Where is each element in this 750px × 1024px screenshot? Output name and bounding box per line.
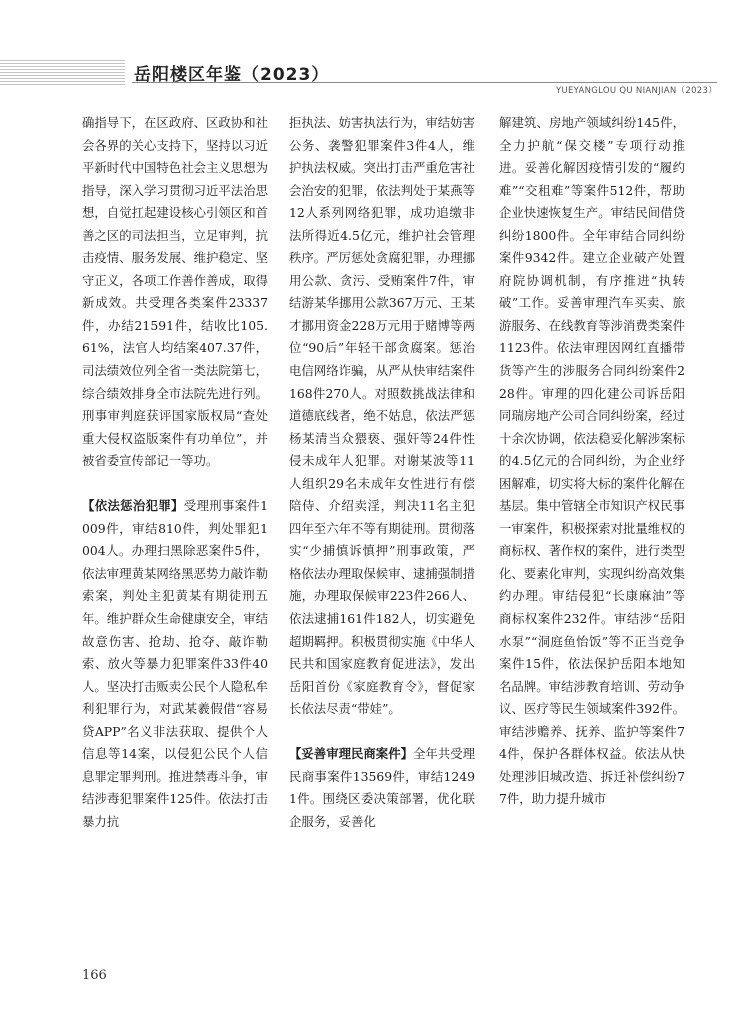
text-column-2: [289, 112, 475, 833]
header-stripes-decoration: [0, 60, 125, 86]
paragraph: 拒执法、妨害执法行为，审结妨害公务、袭警犯罪案件3件4人，维护执法权威。突出打击严重危害社会治安的犯罪，依法判处于某燕等12人系列网络犯罪，成功追缴非法所得近4.5亿元，维护社会管理秩序。严厉惩处贪腐犯罪，办理挪用公款、贪污、受贿案件7件，审结游某华挪用公款367万元、王某才挪用资金228万元用于赌博等两位“90后”年轻干部贪腐案。惩治电信网络诈骗，从严从快审结案件168件270人。对照数挑战法律和道德底线者，绝不姑息，依法严惩杨某清当众猥亵、强奸等24件性侵未成年人犯罪。对谢某波等11人组织29名未成年女性进行有偿陪侍、介绍卖淫，判决11名主犯四年至六年不等有期徒刑。贯彻落实“少捕慎诉慎押”刑事政策，严格依法办理取保候审、逮捕强制措施，办理取保候审223件266人、依法逮捕161件182人，切实避免超期羁押。积极贯彻实施《中华人民共和国家庭教育促进法》，发出岳阳首份《家庭教育令》，督促家长依法尽责“带娃”。: [289, 115, 475, 717]
paragraph: 确指导下，在区政府、区政协和社会各界的关心支持下，坚持以习近平新时代中国特色社会主义思想为指导，深入学习贯彻习近平法治思想，自觉扛起建设核心引领区和首善之区的司法担当，立足审判，抗击疫情、服务发展、维护稳定、坚守正义，各项工作善作善成，取得新成效。共受理各类案件23337件，办结21591件，结收比105.61%，法官人均结案407.37件，司法绩效位列全省一类法院第七，综合绩效排身全市法院先进行列。刑事审判庭获评国家版权局“查处重大侵权盗版案件有功单位”，并被省委宣传部记一等功。: [82, 115, 268, 469]
text-column-3: [499, 112, 685, 811]
section-title: 【依法惩治犯罪】: [82, 498, 184, 514]
running-header-title: 岳阳楼区年鉴（2023）: [134, 65, 330, 85]
paragraph: 解建筑、房地产领域纠纷145件，全力护航“保交楼”专项行动推进。妥善化解因疫情引发的“履约难”“交租难”等案件512件，帮助企业快速恢复生产。审结民间借贷纠纷1800件。全年审结合同纠纷案件9342件。建立企业破产处置府院协调机制，有序推进“执转破”工作。妥善审理汽车买卖、旅游服务、在线教育等涉消费类案件1123件。依法审理因网红直播带货等产生的涉服务合同纠纷案件228件。审理的四化建公司诉岳阳同瑞房地产公司合同纠纷案，经过十余次协调，依法稳妥化解涉案标的4.5亿元的合同纠纷，为企业纾困解难，切实将大标的案件化解在基层。集中管辖全市知识产权民事一审案件，积极探索对批量维权的商标权、著作权的案件，进行类型化、要素化审判，实现纠纷高效集约办理。审结侵犯“长康麻油”等商标权案件232件。审结涉“岳阳水泵”“洞庭鱼怡饭”等不正当竞争案件15件，依法保护岳阳本地知名品牌。审结涉教育培训、劳动争议、医疗等民生领域案件392件。审结涉赡养、抚养、监护等案件74件，保护各群体权益。依法从快处理涉旧城改造、拆迁补偿纠纷77件，助力提升城市: [499, 115, 685, 807]
text-column-1: [82, 112, 268, 833]
page-number: 166: [82, 968, 107, 983]
header-rule: [132, 82, 717, 83]
running-header-subtitle: YUEYANGLOU QU NIANJIAN（2023）: [556, 86, 717, 96]
paragraph: [289, 743, 475, 833]
paragraph-gap: [82, 473, 268, 496]
section-body: 受理刑事案件1009件，审结810件，判处罪犯1004人。办理扫黑除恶案件5件，依法审理黄某网络黑恶势力敲诈勒索案，判处主犯黄某有期徒刑五年。维护群众生命健康安全，审结故意伤害、抢劫、抢夺、敲诈勒索、放火等暴力犯罪案件33件40人。坚决打击贩卖公民个人隐私牟利犯罪行为，对武某羲假借“容易贷APP”名义非法获取、提供个人信息等14案，以侵犯公民个人信息罪定罪判刑。推进禁毒斗争，审结涉毒犯罪案件125件。依法打击暴力抗: [82, 498, 268, 829]
section-body: 全年共受理民商事案件13569件，审结12491件。围绕区委决策部署，优化联企服务，妥善化: [289, 746, 476, 829]
paragraph: [82, 495, 268, 833]
section-title: 【妥善审理民商案件】: [289, 746, 414, 762]
paragraph-gap: [289, 721, 475, 744]
